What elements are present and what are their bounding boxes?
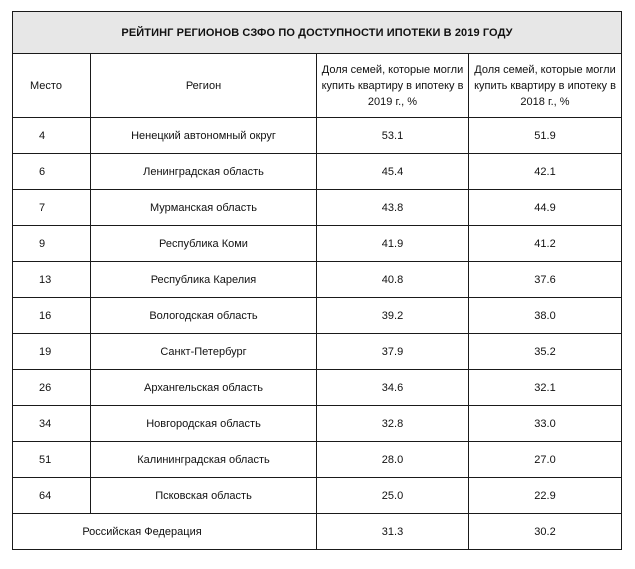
value-2019-cell: 28.0 [317, 442, 469, 478]
value-2018-cell: 22.9 [469, 478, 622, 514]
place-cell: 34 [13, 406, 91, 442]
value-2018-cell: 35.2 [469, 334, 622, 370]
value-2019-cell: 39.2 [317, 298, 469, 334]
header-place: Место [13, 54, 91, 118]
place-cell: 64 [13, 478, 91, 514]
value-2018-cell: 41.2 [469, 226, 622, 262]
value-2019-cell: 41.9 [317, 226, 469, 262]
value-2018-cell: 42.1 [469, 154, 622, 190]
region-cell: Ленинградская область [91, 154, 317, 190]
value-2019-cell: 53.1 [317, 118, 469, 154]
region-cell: Калининградская область [91, 442, 317, 478]
header-region: Регион [91, 54, 317, 118]
place-cell: 6 [13, 154, 91, 190]
table-row [13, 118, 622, 154]
total-value-2019: 31.3 [317, 514, 469, 550]
place-cell: 9 [13, 226, 91, 262]
value-2018-cell: 38.0 [469, 298, 622, 334]
total-label: Российская Федерация [13, 514, 317, 550]
region-cell: Мурманская область [91, 190, 317, 226]
place-cell: 4 [13, 118, 91, 154]
region-cell: Архангельская область [91, 370, 317, 406]
region-cell: Санкт-Петербург [91, 334, 317, 370]
value-2018-cell: 27.0 [469, 442, 622, 478]
table-row [13, 442, 622, 478]
table-row [13, 478, 622, 514]
value-2019-cell: 34.6 [317, 370, 469, 406]
header-share-2019: Доля семей, которые могли купить квартиру в ипотеку в 2019 г., % [317, 54, 469, 118]
table-row [13, 190, 622, 226]
value-2019-cell: 40.8 [317, 262, 469, 298]
value-2018-cell: 44.9 [469, 190, 622, 226]
value-2019-cell: 43.8 [317, 190, 469, 226]
total-row [13, 514, 622, 550]
title-row [13, 12, 622, 54]
place-cell: 51 [13, 442, 91, 478]
value-2019-cell: 32.8 [317, 406, 469, 442]
table-row [13, 334, 622, 370]
header-row [13, 54, 622, 118]
header-share-2018: Доля семей, которые могли купить квартиру в ипотеку в 2018 г., % [469, 54, 622, 118]
table-row [13, 154, 622, 190]
table-row [13, 406, 622, 442]
place-cell: 16 [13, 298, 91, 334]
place-cell: 13 [13, 262, 91, 298]
region-cell: Ненецкий автономный округ [91, 118, 317, 154]
table-body [13, 118, 622, 514]
place-cell: 19 [13, 334, 91, 370]
place-cell: 7 [13, 190, 91, 226]
region-cell: Псковская область [91, 478, 317, 514]
value-2019-cell: 25.0 [317, 478, 469, 514]
region-cell: Вологодская область [91, 298, 317, 334]
value-2018-cell: 51.9 [469, 118, 622, 154]
region-cell: Республика Карелия [91, 262, 317, 298]
value-2018-cell: 32.1 [469, 370, 622, 406]
value-2018-cell: 37.6 [469, 262, 622, 298]
value-2019-cell: 37.9 [317, 334, 469, 370]
table-row [13, 370, 622, 406]
value-2019-cell: 45.4 [317, 154, 469, 190]
table-row [13, 226, 622, 262]
table-row [13, 262, 622, 298]
region-cell: Республика Коми [91, 226, 317, 262]
total-value-2018: 30.2 [469, 514, 622, 550]
value-2018-cell: 33.0 [469, 406, 622, 442]
mortgage-rating-table [12, 11, 622, 550]
table-row [13, 298, 622, 334]
table-title: РЕЙТИНГ РЕГИОНОВ СЗФО ПО ДОСТУПНОСТИ ИПОТЕКИ В 2019 ГОДУ [13, 12, 622, 54]
region-cell: Новгородская область [91, 406, 317, 442]
place-cell: 26 [13, 370, 91, 406]
